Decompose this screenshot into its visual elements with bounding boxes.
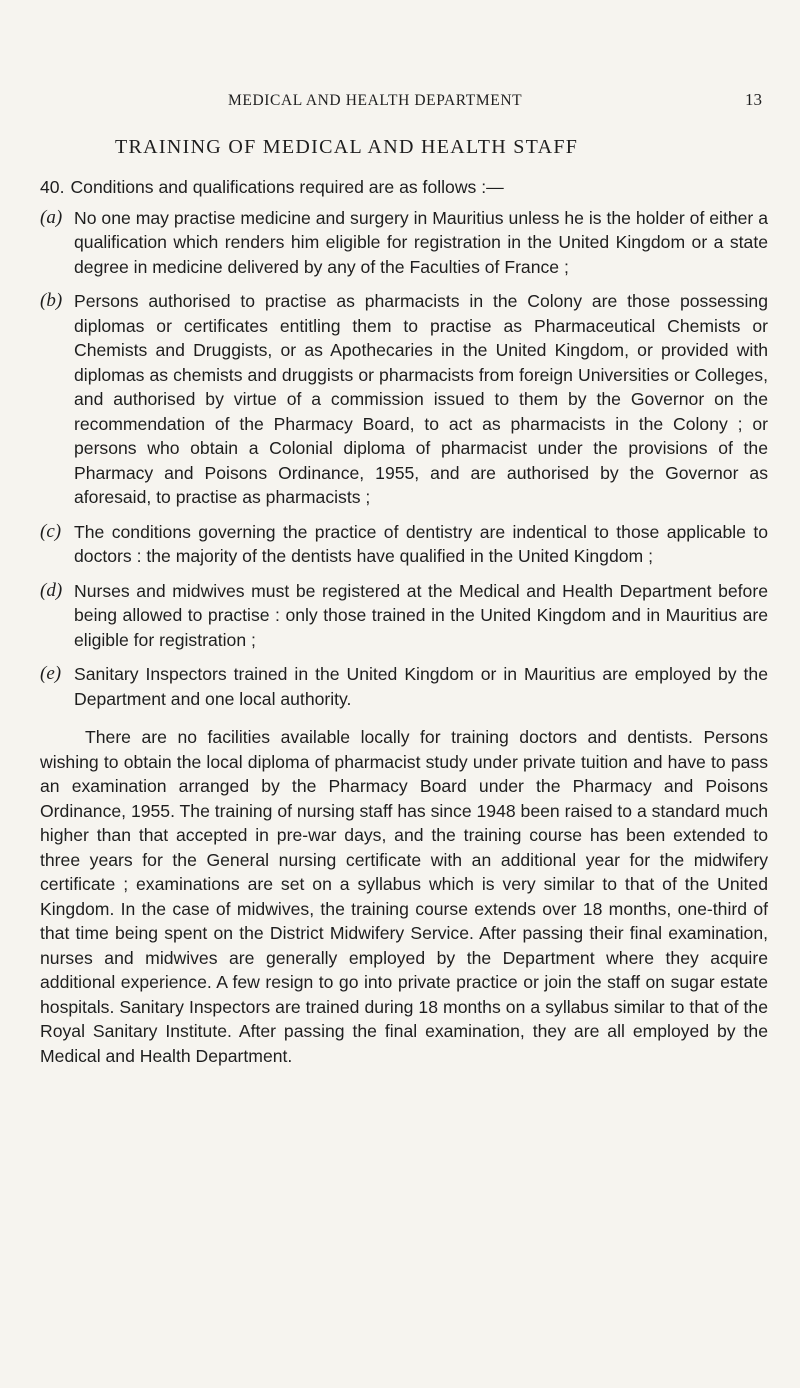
- item-text: Nurses and midwives must be registered at the Medical and Health Department before being allowed to practise : only those trained in the United Kingdom and in Mauritius are eligible for registration ;: [74, 580, 768, 650]
- item-label: (d): [40, 579, 63, 601]
- clause-item-b: [40, 289, 768, 510]
- item-text: Sanitary Inspectors trained in the United Kingdom or in Mauritius are employed by the Department and one local authority.: [74, 664, 768, 709]
- item-text: The conditions governing the practice of dentistry are indentical to those applicable to doctors : the majority of the dentists have qualified in the United Kingdom ;: [74, 521, 768, 566]
- clause-number: 40.: [40, 177, 65, 197]
- item-label: (e): [40, 663, 62, 684]
- clause-intro: [40, 175, 768, 200]
- clause-item-e: [40, 662, 768, 711]
- item-text: No one may practise medicine and surgery in Mauritius unless he is the holder of either a qualification which renders him eligible for registration in the United Kingdom or a state degree in medicine delivered by any of the Faculties of France ;: [74, 207, 768, 277]
- clause-item-c: [40, 520, 768, 569]
- body-paragraph: There are no facilities available locally for training doctors and dentists. Persons wishing to obtain the local diploma of pharmacist study under private tuition and have to pass an examination arranged by the Pharmacy Board under the Pharmacy and Poisons Ordinance, 1955. The training of nursing staff has since 1948 been raised to a standard much higher than that accepted in pre-war days, and the training course has been extended to three years for the General nursing certificate with an additional year for the midwifery certificate ; examinations are set on a syllabus which is very similar to that of the United Kingdom. In the case of midwives, the training course extends over 18 months, one-third of that time being spent on the District Midwifery Service. After passing their final examination, nurses and midwives are generally employed by the Department where they acquire additional experience. A few resign to go into private practice or join the staff on sugar estate hospitals. Sanitary Inspectors are trained during 18 months on a syllabus similar to that of the Royal Sanitary Institute. After passing the final examination, they are all employed by the Medical and Health Department.: [40, 727, 769, 1066]
- page-number: 13: [745, 90, 762, 109]
- section-title: TRAINING OF MEDICAL AND HEALTH STAFF: [115, 136, 579, 158]
- running-header: MEDICAL AND HEALTH DEPARTMENT: [228, 92, 523, 109]
- clause-item-a: [40, 206, 768, 280]
- clause-item-d: [40, 579, 768, 653]
- clause-intro-text: Conditions and qualifications required are as follows :—: [70, 177, 504, 197]
- item-label: (c): [40, 520, 62, 542]
- item-label: (a): [40, 206, 63, 228]
- item-label: (b): [40, 290, 63, 311]
- item-text: Persons authorised to practise as pharmacists in the Colony are those possessing diplomas or certificates entitling them to practise as Pharmaceutical Chemists or Chemists and Druggists, or as Apothecaries in the United Kingdom, or provided with diplomas as chemists and druggists or pharmacists from foreign Universities or Colleges, and authorised by virtue of a commission issued to them by the Governor on the recommendation of the Pharmacy Board, to act as pharmacists in the Colony ; or persons who obtain a Colonial diploma of pharmacist under the provisions of the Pharmacy and Poisons Ordinance, 1955, and are authorised by the Governor as aforesaid, to practise as pharmacists ;: [74, 291, 768, 507]
- document-body: [40, 175, 768, 1068]
